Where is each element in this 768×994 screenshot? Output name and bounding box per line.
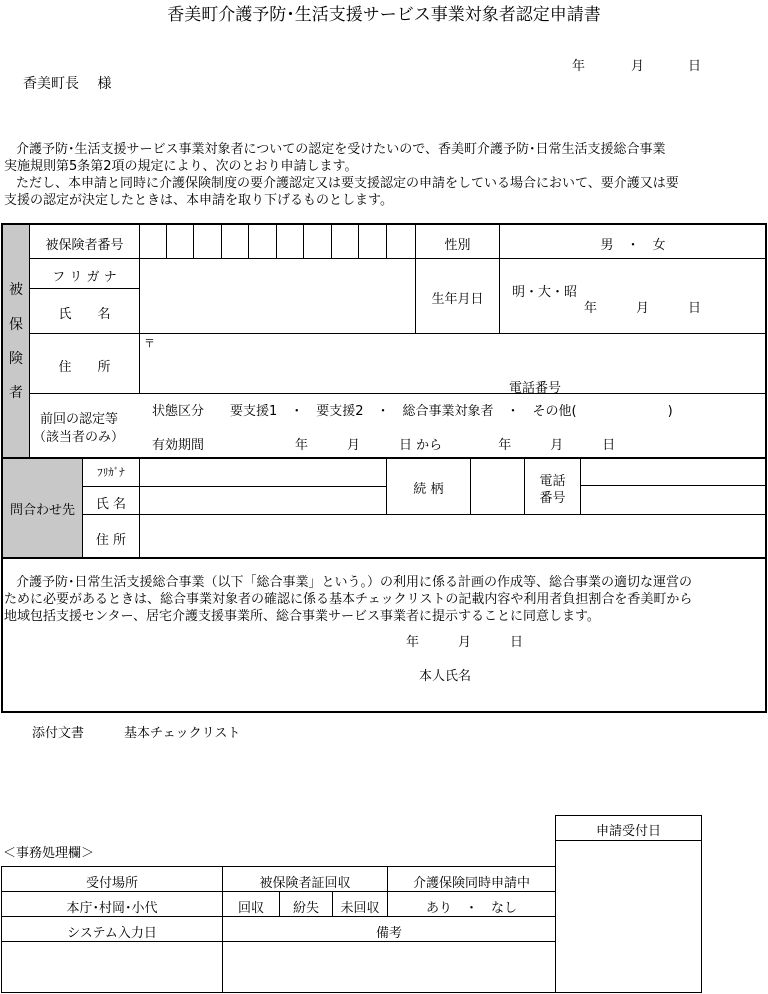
reception-place-label: 受付場所 bbox=[85, 876, 138, 891]
date-day-label: 日 bbox=[688, 59, 702, 74]
furigana-label: フ リ ガ ナ bbox=[52, 270, 117, 285]
insured-side-char-1: 被 bbox=[9, 282, 23, 298]
reception-place-value[interactable]: 本庁･村岡･小代 bbox=[66, 901, 158, 916]
contact-label: 問合わせ先 bbox=[9, 503, 75, 518]
intro-line-2: 実施規則第5条第2項の規定により、次のとおり申請します。 bbox=[4, 159, 358, 174]
insured-number-input[interactable] bbox=[140, 225, 415, 258]
card-option-collected[interactable]: 回収 bbox=[237, 901, 264, 916]
insured-side-shade bbox=[2, 224, 29, 458]
office-section-title: ＜事務処理欄＞ bbox=[3, 846, 95, 861]
receipt-date-label: 申請受付日 bbox=[595, 824, 661, 839]
consent-line-3: 地域包括支援センター、居宅介護支援事業所、総合事業サービス事業者に提示することに同意します。 bbox=[4, 609, 600, 624]
intro-line-1: 介護予防･生活支援サービス事業対象者についての認定を受けたいので、香美町介護予防･日常生活支援総合事業 bbox=[16, 142, 666, 157]
remarks-field[interactable] bbox=[223, 942, 555, 992]
validity-period[interactable]: 年 月 日 から 年 月 日 bbox=[295, 438, 616, 453]
simultaneous-application-label: 介護保険同時申請中 bbox=[412, 876, 530, 891]
date-year-label: 年 bbox=[572, 59, 586, 74]
name-label: 氏 名 bbox=[58, 307, 111, 322]
page-title: 香美町介護予防･生活支援サービス事業対象者認定申請書 bbox=[167, 5, 601, 25]
dob-label: 生年月日 bbox=[431, 292, 484, 307]
postal-mark: 〒 bbox=[144, 337, 155, 350]
validity-label: 有効期間 bbox=[152, 438, 205, 453]
card-option-lost[interactable]: 紛失 bbox=[292, 901, 319, 916]
contact-name-input[interactable] bbox=[140, 459, 386, 514]
card-option-not-collected[interactable]: 未回収 bbox=[340, 901, 380, 916]
dob-eras[interactable]: 明・大・昭 bbox=[512, 285, 578, 300]
prev-cert-label-1: 前回の認定等 bbox=[40, 412, 119, 427]
contact-address-label: 住 所 bbox=[95, 533, 127, 548]
system-input-date-label: システム入力日 bbox=[67, 926, 157, 941]
insured-side-char-2: 保 bbox=[9, 317, 23, 333]
attachment-value: 基本チェックリスト bbox=[124, 726, 241, 741]
addressee: 香美町長 様 bbox=[23, 76, 112, 92]
attachment-label: 添付文書 bbox=[32, 726, 85, 741]
contact-phone-input[interactable] bbox=[581, 459, 766, 514]
intro-line-3: ただし、本申請と同時に介護保険制度の要介護認定又は要支援認定の申請をしている場合において、要介護又は要 bbox=[16, 176, 679, 191]
name-input[interactable] bbox=[140, 259, 415, 333]
status-category-line[interactable]: 状態区分 要支援1 ・ 要支援2 ・ 総合事業対象者 ・ その他( ) bbox=[152, 404, 673, 419]
address-label: 住 所 bbox=[58, 360, 111, 375]
address-input[interactable] bbox=[140, 334, 766, 393]
system-input-date-field[interactable] bbox=[2, 942, 222, 992]
insured-side-char-3: 険 bbox=[9, 351, 23, 367]
consent-line-1: 介護予防･日常生活支援総合事業（以下「総合事業」という。）の利用に係る計画の作成等、総合事業の適切な運営の bbox=[16, 575, 693, 590]
contact-address-input[interactable] bbox=[140, 515, 766, 557]
date-month-label: 月 bbox=[631, 59, 645, 74]
contact-phone-label-2: 番号 bbox=[539, 491, 566, 506]
insured-side-char-4: 者 bbox=[9, 385, 23, 401]
remarks-label: 備考 bbox=[375, 926, 402, 941]
relation-input[interactable] bbox=[471, 459, 524, 514]
consent-line-2: ために必要があるときは、総合事業対象者の確認に係る基本チェックリストの記載内容や利用者負担割合を香美町から bbox=[4, 592, 693, 607]
simultaneous-application-value[interactable]: あり ・ なし bbox=[425, 901, 517, 916]
relation-label: 続 柄 bbox=[413, 482, 444, 497]
contact-name-label: 氏 名 bbox=[95, 497, 127, 512]
gender-label: 性別 bbox=[444, 238, 471, 253]
intro-line-4: 支援の認定が決定したときは、本申請を取り下げるものとします。 bbox=[4, 193, 393, 208]
prev-cert-label-2: （該当者のみ） bbox=[33, 430, 125, 445]
consent-date[interactable]: 年 月 日 bbox=[406, 635, 524, 650]
gender-options[interactable]: 男 ・ 女 bbox=[600, 238, 666, 253]
contact-phone-label-1: 電話 bbox=[539, 474, 566, 489]
contact-furigana-label: ﾌﾘｶﾞﾅ bbox=[97, 466, 125, 479]
insured-number-label: 被保険者番号 bbox=[45, 238, 124, 253]
receipt-date-stamp-area[interactable] bbox=[556, 841, 701, 992]
signature-label: 本人氏名 bbox=[419, 669, 472, 684]
phone-label: 電話番号 bbox=[509, 381, 562, 396]
card-return-label: 被保険者証回収 bbox=[259, 876, 351, 891]
dob-ymd[interactable]: 年 月 日 bbox=[584, 301, 702, 316]
